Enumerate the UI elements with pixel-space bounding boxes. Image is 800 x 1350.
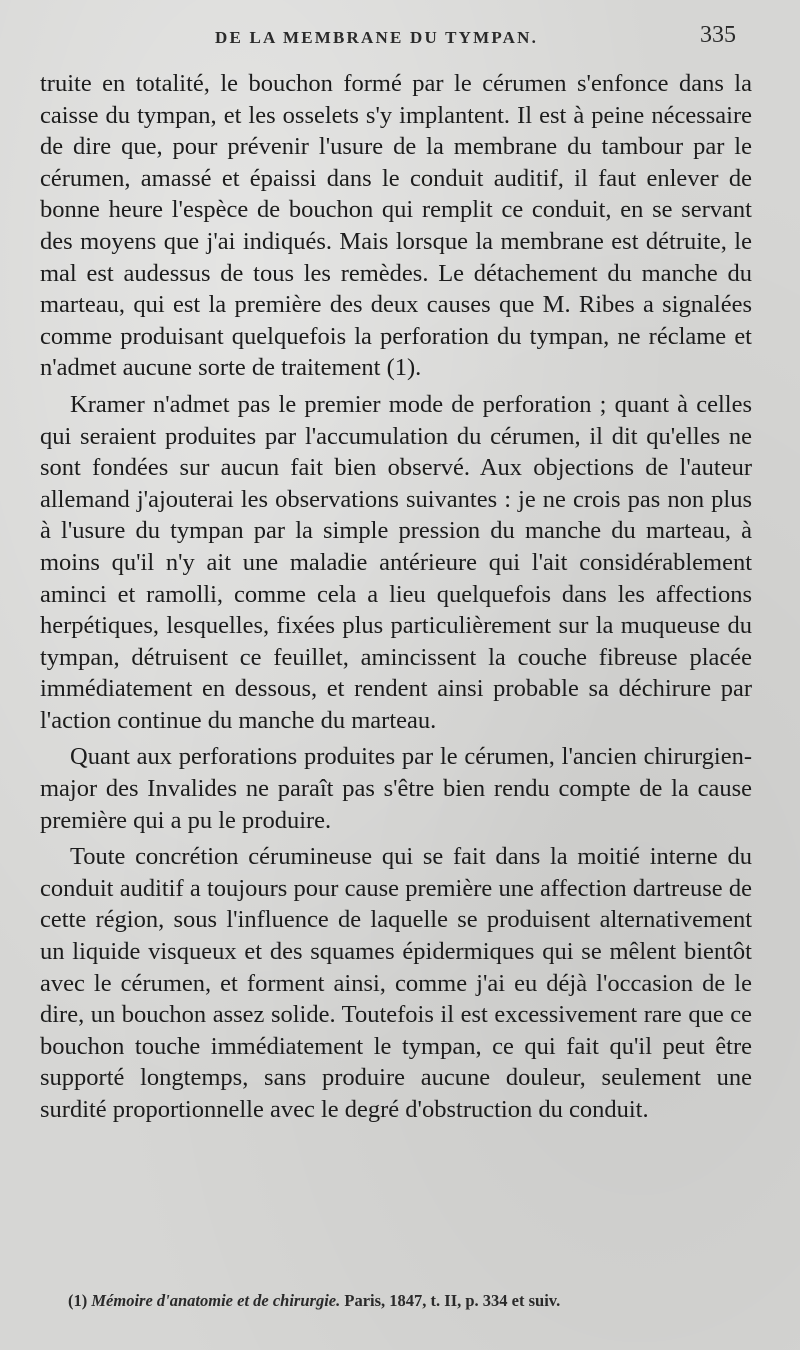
paragraph-1: truite en totalité, le bouchon formé par le cérumen s'enfonce dans la caisse du tympan, et les osselets s'y implantent. Il est à peine nécessaire de dire que, pour prévenir l'usure de la membrane du tambour par le cérumen, amassé et épaissi dans le conduit auditif, il faut enlever de bonne heure l'espèce de bouchon qui remplit ce conduit, en se servant des moyens que j'ai indiqués. Mais lorsque la membrane est détruite, le mal est audessus de tous les remèdes. Le détachement du manche du marteau, qui est la première des deux causes que M. Ribes a signalées comme produisant quelquefois la perforation du tympan, ne réclame et n'admet aucune sorte de traitement (1). bbox=[40, 70, 752, 382]
page-number: 335 bbox=[700, 22, 736, 48]
paragraph-4: Toute concrétion cérumineuse qui se fait dans la moitié interne du conduit auditif a toujours pour cause première une affection dartreuse de cette région, sous l'influence de laquelle se produisent alternativement un liquide visqueux et des squames épidermiques qui se mêlent bientôt avec le cérumen, et forment ainsi, comme j'ai eu déjà l'occasion de le dire, un bouchon assez solide. Toutefois il est excessivement rare que ce bouchon touche immédiatement le tympan, ce qui fait qu'il peut être supporté longtemps, sans produire aucune douleur, seulement une surdité proportionnelle avec le degré d'obstruction du conduit. bbox=[40, 843, 752, 1123]
footnote-details: Paris, 1847, t. II, p. 334 et suiv. bbox=[344, 1291, 561, 1310]
body-text bbox=[40, 68, 752, 1126]
page-header bbox=[0, 18, 800, 54]
footnote bbox=[68, 1290, 768, 1312]
running-head: DE LA MEMBRANE DU TYMPAN. bbox=[215, 28, 539, 47]
paragraph-2: Kramer n'admet pas le premier mode de perforation ; quant à celles qui seraient produites par l'accumulation du cérumen, il dit qu'elles ne sont fondées sur aucun fait bien observé. Aux objections de l'auteur allemand j'ajouterai les observations suivantes : je ne crois pas non plus à l'usure du tympan par la simple pression du manche du marteau, à moins qu'il n'y ait une maladie antérieure qui l'ait considérablement aminci et ramolli, comme cela a lieu quelquefois dans les affections herpétiques, lesquelles, fixées plus particulièrement sur la muqueuse du tympan, détruisent ce feuillet, amincissent la couche fibreuse placée immédiatement en dessous, et rendent ainsi probable sa déchirure par l'action continue du manche du marteau. bbox=[40, 390, 752, 734]
footnote-marker: (1) bbox=[68, 1291, 88, 1310]
footnote-work-title: Mémoire d'anatomie et de chirurgie. bbox=[91, 1291, 341, 1310]
paragraph-3: Quant aux perforations produites par le cérumen, l'ancien chirurgien-major des Invalides ne paraît pas s'être bien rendu compte de la cause première qui a pu le produire. bbox=[40, 743, 752, 834]
